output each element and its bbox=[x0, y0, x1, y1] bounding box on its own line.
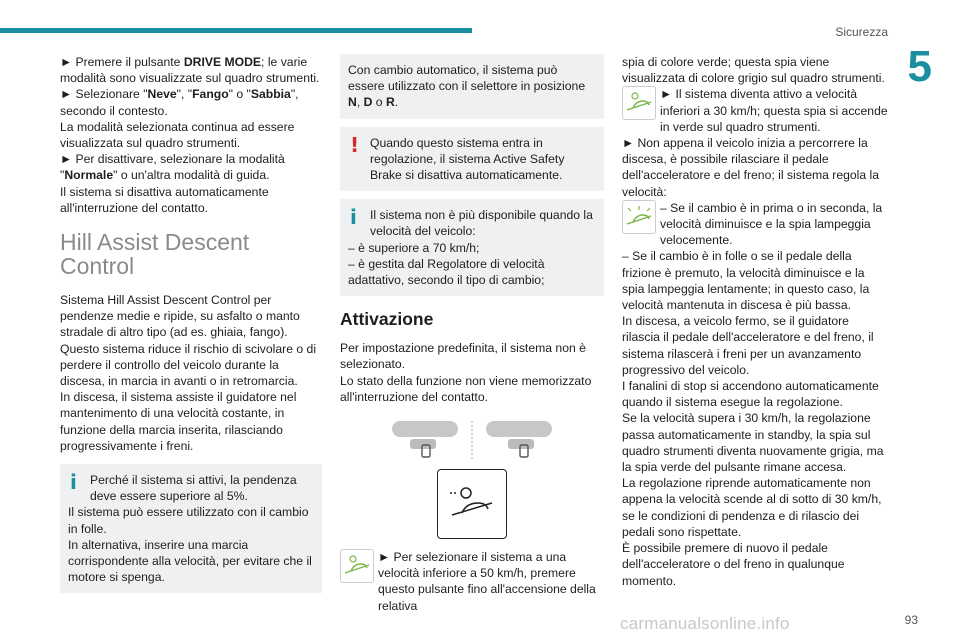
instruction-press-drive-mode: ► Premere il pulsante DRIVE MODE; le varie modalità sono visualizzate sul quadro strumenti. bbox=[60, 55, 320, 86]
paragraph: Per impostazione predefinita, il sistema non è selezionato. bbox=[340, 341, 586, 372]
step-row bbox=[622, 200, 890, 249]
chapter-number: 5 bbox=[907, 42, 932, 91]
bullet-gear: – Se il cambio è in prima o in seconda, la velocità diminuisce e la spia lampeggia velocemente. bbox=[660, 200, 883, 248]
info-box bbox=[60, 464, 322, 593]
hill-descent-lamp-icon bbox=[622, 86, 656, 120]
instruction-start-descent: ► Non appena il veicolo inizia a percorrere la discesa, è possibile rilasciare il pedale dell'acceleratore e del freno; il sistema regola la velocità: bbox=[622, 136, 880, 199]
info-text: Il sistema può essere utilizzato con il cambio in folle. bbox=[68, 505, 309, 536]
step-row bbox=[622, 86, 890, 135]
column-1 bbox=[60, 54, 322, 601]
warning-icon: ! bbox=[350, 132, 360, 157]
section-heading: Hill Assist Descent Control bbox=[60, 229, 250, 280]
hill-descent-lamp-flashing-icon bbox=[622, 200, 656, 234]
divider bbox=[470, 421, 474, 461]
paragraph: La regolazione riprende automaticamente non appena la velocità scende al di sotto di 30 km/h, se le condizioni di pendenza e di rilascio dei pedali sono rispettate. bbox=[622, 476, 882, 539]
column-3 bbox=[622, 54, 890, 589]
note-box bbox=[340, 54, 604, 119]
warning-text: Quando questo sistema entra in regolazione, il sistema Active Safety Brake si disattiva automaticamente. bbox=[370, 135, 565, 183]
hill-descent-lamp-icon bbox=[340, 549, 374, 583]
paragraph: La modalità selezionata continua ad essere visualizzata sul quadro strumenti. bbox=[60, 119, 295, 151]
instruction-system-active: ► Il sistema diventa attivo a velocità inferiori a 30 km/h; questa spia si accende in verde sul quadro strumenti. bbox=[660, 87, 888, 134]
page-number: 93 bbox=[904, 613, 918, 627]
paragraph: Sistema Hill Assist Descent Control per pendenze medie e ripide, su asfalto o manto stradale di altro tipo (ad es. ghiaia, fango). bbox=[60, 293, 300, 340]
note-automatic-gearbox: Con cambio automatico, il sistema può essere utilizzato con il selettore in posizione N, D o R. bbox=[348, 63, 586, 110]
hill-descent-button-icon bbox=[437, 469, 507, 539]
paragraph: Lo stato della funzione non viene memorizzato all'interruzione del contatto. bbox=[340, 373, 592, 404]
paragraph: È possibile premere di nuovo il pedale dell'acceleratore o del freno in qualunque momento. bbox=[622, 541, 845, 588]
paragraph: spia di colore verde; questa spia viene visualizzata di colore grigio sul quadro strumenti. bbox=[622, 55, 885, 86]
step-row bbox=[340, 549, 604, 614]
info-box bbox=[340, 199, 604, 296]
steering-wheel-icon bbox=[390, 421, 460, 459]
info-text: Perché il sistema si attivi, la pendenza deve essere superiore al 5%. bbox=[90, 473, 297, 504]
info-icon: i bbox=[70, 470, 77, 495]
info-text: Il sistema non è più disponibile quando la velocità del veicolo: bbox=[370, 208, 593, 239]
info-text: – è gestita dal Regolatore di velocità adattativo, secondo il tipo di cambio; bbox=[348, 256, 545, 288]
info-text: In alternativa, inserire una marcia corrispondente alla velocità, per evitare che il motore si spenga. bbox=[68, 537, 312, 585]
info-icon: i bbox=[350, 205, 357, 230]
paragraph: In discesa, a veicolo fermo, se il guidatore rilascia il pedale dell'acceleratore e del freno, il sistema rilascerà i freni per un avanzamento progressivo del veicolo. bbox=[622, 314, 874, 377]
info-text: – è superiore a 70 km/h; bbox=[348, 240, 480, 255]
paragraph: Se la velocità supera i 30 km/h, la regolazione passa automaticamente in standby, la spia sul quadro strumenti diventa nuovamente grigia, ma la spia verde del pulsante rimane accesa. bbox=[622, 411, 884, 475]
column-2 bbox=[340, 54, 604, 614]
instruction-select-system: ► Per selezionare il sistema a una velocità inferiore a 50 km/h, premere questo pulsante fino all'accensione della relativa bbox=[378, 550, 596, 613]
instruction-select-mode: ► Selezionare "Neve", "Fango" o "Sabbia", secondo il contesto. bbox=[60, 87, 299, 118]
paragraph: I fanalini di stop si accendono automaticamente quando il sistema esegue la regolazione. bbox=[622, 379, 879, 410]
section-heading: Attivazione bbox=[340, 309, 434, 330]
section-title: Sicurezza bbox=[835, 25, 888, 39]
warning-box bbox=[340, 127, 604, 192]
steering-wheel-icon bbox=[484, 421, 554, 459]
watermark: carmanualsonline.info bbox=[620, 614, 790, 633]
instruction-deactivate: ► Per disattivare, selezionare la modalità "Normale" o un'altra modalità di guida. bbox=[60, 152, 285, 183]
header-accent-bar bbox=[0, 28, 472, 33]
steering-wheel-illustration bbox=[340, 421, 604, 461]
paragraph: – Se il cambio è in folle o se il pedale della frizione è premuto, la velocità diminuisce e la spia lampeggia lentamente; in questo caso, la velocità mantenuta in discesa è più bassa. bbox=[622, 249, 870, 313]
paragraph: Il sistema si disattiva automaticamente all'interruzione del contatto. bbox=[60, 184, 269, 215]
paragraph: Questo sistema riduce il rischio di scivolare o di perdere il controllo del veicolo durante la discesa, in marcia in avanti o in retromarcia. bbox=[60, 341, 317, 389]
paragraph: In discesa, il sistema assiste il guidatore nel mantenimento di una velocità costante, in funzione della marcia inserita, rilasciando progressivamente i freni. bbox=[60, 390, 297, 453]
